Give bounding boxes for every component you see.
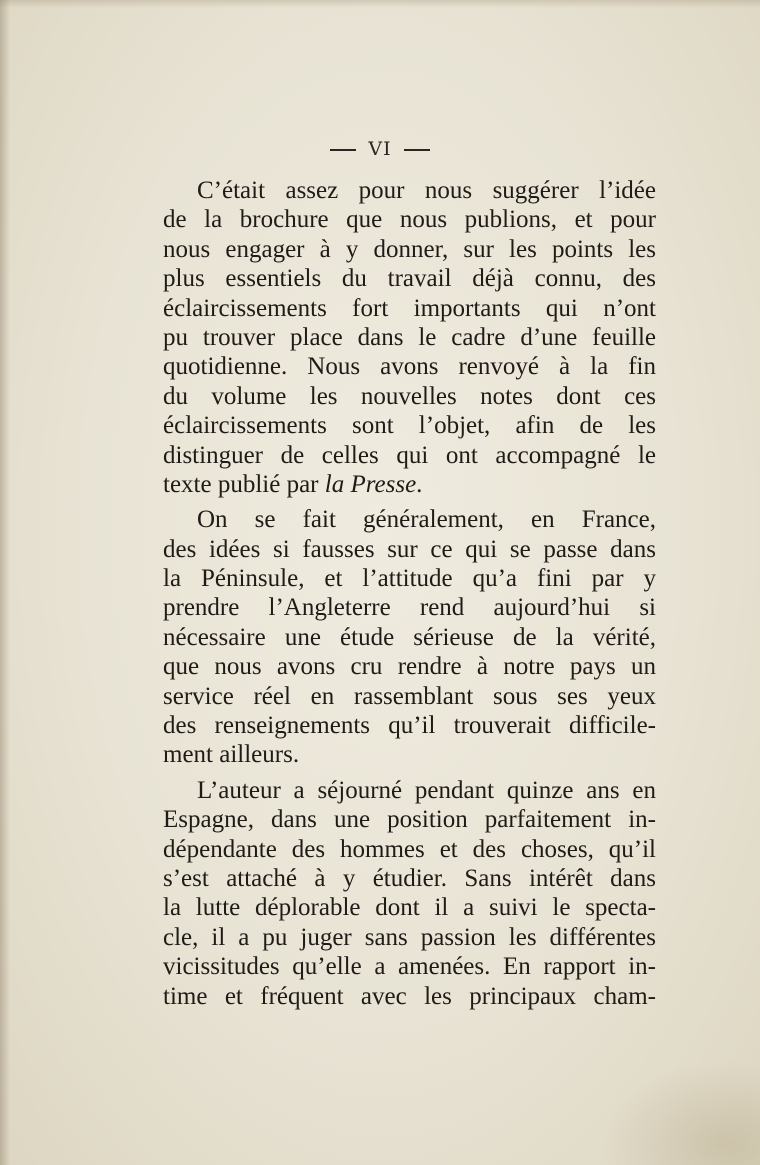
text-line: L’auteur a séjourné pendant quinze ans en <box>197 776 656 804</box>
text-line: la lutte déplorable dont il a suivi le specta- <box>163 894 656 922</box>
page-edge-shadow <box>0 0 10 1165</box>
text-line: plus essentiels du travail déjà connu, des <box>163 265 656 293</box>
text-line: prendre l’Angleterre rend aujourd’hui si <box>163 594 656 622</box>
text-line: Espagne, dans une position parfaitement in- <box>163 806 656 834</box>
text-line: cle, il a pu juger sans passion les différentes <box>163 923 656 951</box>
text-line: nécessaire une étude sérieuse de la vérité, <box>163 623 656 651</box>
page-top-shadow <box>0 0 760 8</box>
text-line <box>163 470 656 499</box>
text-line: que nous avons cru rendre à notre pays un <box>163 653 656 681</box>
text-line: éclaircissements fort importants qui n’ont <box>163 294 656 322</box>
text-fragment: . <box>416 470 423 498</box>
page-number <box>0 138 760 160</box>
text-line: des renseignements qu’il trouverait difficile- <box>163 712 656 740</box>
text-line: de la brochure que nous publions, et pour <box>163 206 656 234</box>
text-line: ment ailleurs. <box>163 741 300 769</box>
text-line: distinguer de celles qui ont accompagné le <box>163 441 656 469</box>
text-line: la Péninsule, et l’attitude qu’a fini par y <box>163 565 656 593</box>
text-line: du volume les nouvelles notes dont ces <box>163 382 656 410</box>
text-line: nous engager à y donner, sur les points les <box>163 235 656 263</box>
body-text <box>163 176 656 1011</box>
page-number-text: VI <box>368 138 392 160</box>
text-fragment: texte publié par <box>163 470 325 498</box>
text-line: vicissitudes qu’elle a amenées. En rapport in- <box>163 953 656 981</box>
text-line: dépendante des hommes et des choses, qu’il <box>163 835 656 863</box>
text-line: C’était assez pour nous suggérer l’idée <box>197 177 656 204</box>
text-line: des idées si fausses sur ce qui se passe dans <box>163 535 656 563</box>
text-line: pu trouver place dans le cadre d’une feuille <box>163 323 656 351</box>
folio-dash-right <box>404 149 430 151</box>
text-line: s’est attaché à y étudier. Sans intérêt dans <box>163 864 656 892</box>
text-line: time et fréquent avec les principaux cham- <box>163 982 656 1010</box>
paper-stain <box>600 1060 760 1165</box>
text-line: éclaircissements sont l’objet, afin de les <box>163 412 656 440</box>
folio-dash-left <box>330 149 356 151</box>
text-line: On se fait généralement, en France, <box>197 506 656 534</box>
journal-title: la Presse <box>324 470 417 498</box>
text-line: service réel en rassemblant sous ses yeux <box>163 682 656 710</box>
text-line: quotidienne. Nous avons renvoyé à la fin <box>163 353 656 381</box>
